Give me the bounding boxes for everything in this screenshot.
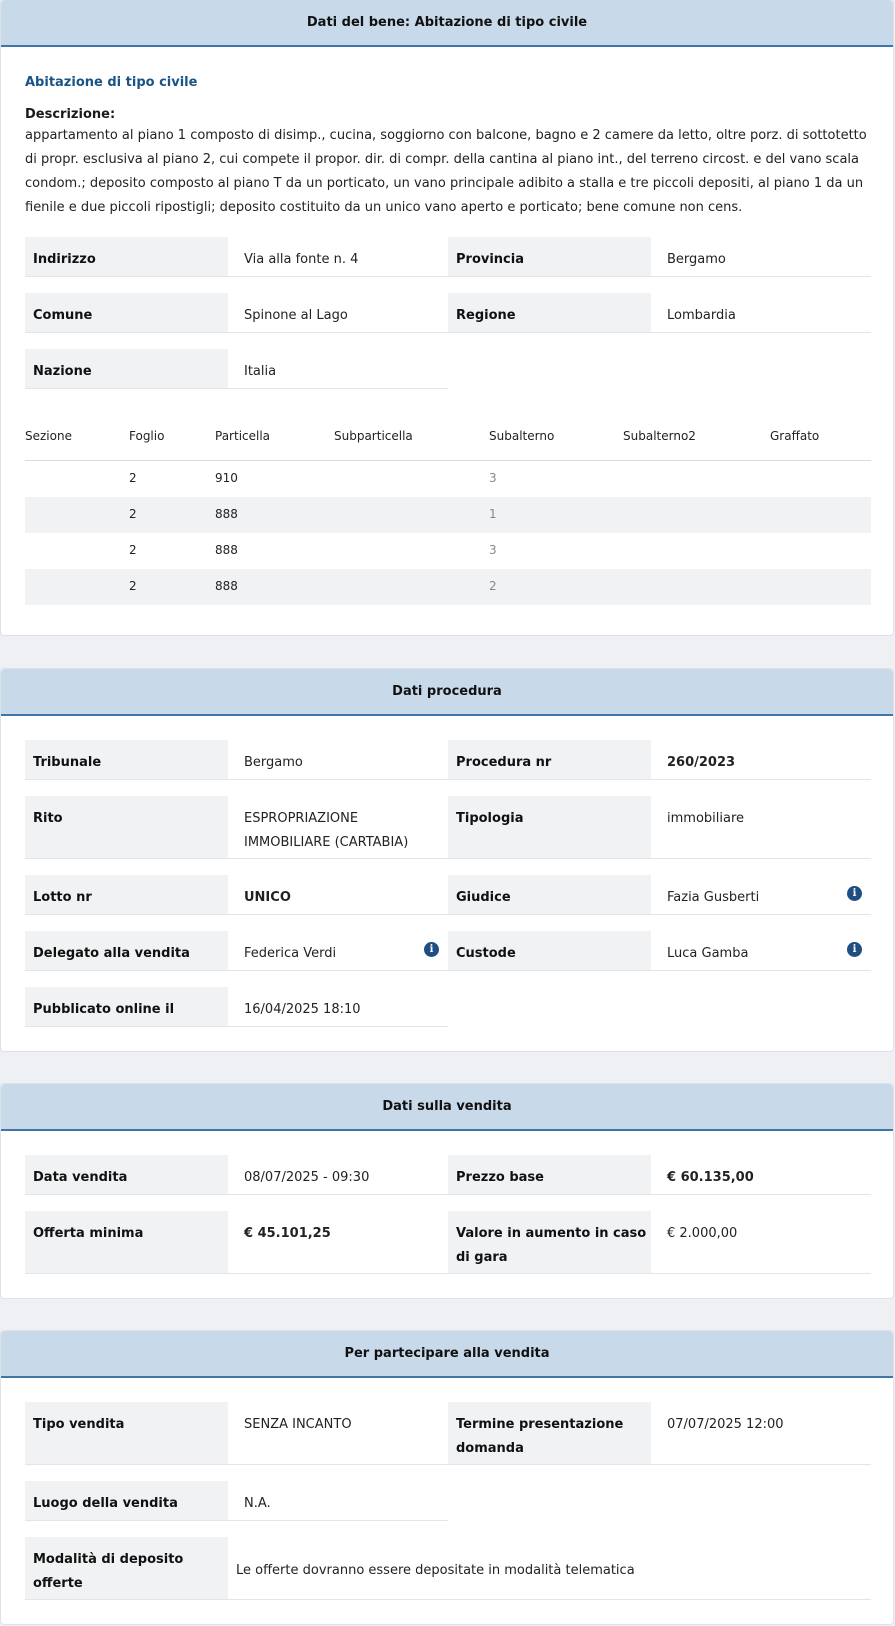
description-line: di propr. esclusiva al piano 2, cui compete il propor. dir. di compr. della cantina al piano int., del terreno circost. e del vano scala [25, 152, 859, 167]
bene-subtitle: Abitazione di tipo civile [25, 75, 198, 90]
modalita-label-line: offerte [33, 1576, 83, 1591]
card-header-vendita: Dati sulla vendita [1, 1084, 893, 1131]
custode-info-icon[interactable]: i [847, 942, 862, 957]
data-vendita-label: Data vendita [25, 1155, 228, 1195]
rito-line: IMMOBILIARE (CARTABIA) [244, 835, 409, 850]
valore-aumento-label-line: di gara [456, 1250, 508, 1265]
card-dati-procedura [0, 668, 894, 1052]
tribunale-value: Bergamo [228, 740, 448, 780]
pubblicato-value: 16/04/2025 18:10 [228, 987, 448, 1027]
termine-label-line: domanda [456, 1441, 524, 1456]
nazione-label: Nazione [25, 349, 228, 389]
comune-value: Spinone al Lago [228, 293, 448, 333]
cell-foglio: 2 [129, 507, 137, 521]
card-header-partecipare: Per partecipare alla vendita [1, 1331, 893, 1378]
rito-label: Rito [25, 796, 228, 859]
cell-foglio: 2 [129, 471, 137, 485]
pubblicato-label: Pubblicato online il [25, 987, 228, 1027]
termine-label-line: Termine presentazione [456, 1417, 624, 1432]
cell-foglio: 2 [129, 543, 137, 557]
delegato-value: Federica Verdi [228, 931, 448, 971]
card-partecipare [0, 1330, 894, 1625]
modalita-label-line: Modalità di deposito [33, 1552, 184, 1567]
card-header-bene: Dati del bene: Abitazione di tipo civile [1, 0, 893, 47]
card-dati-bene [0, 0, 894, 636]
cell-subalterno: 1 [489, 507, 497, 521]
table-row [25, 533, 871, 569]
giudice-info-icon[interactable]: i [847, 886, 862, 901]
luogo-label: Luogo della vendita [25, 1481, 228, 1521]
th-subalterno: Subalterno [489, 429, 555, 443]
cell-subalterno: 3 [489, 543, 497, 557]
nazione-value: Italia [228, 349, 448, 389]
cell-subalterno: 3 [489, 471, 497, 485]
giudice-value: Fazia Gusberti [651, 875, 871, 915]
cell-particella: 888 [215, 507, 238, 521]
modalita-value: Le offerte dovranno essere depositate in modalità telematica [228, 1537, 871, 1600]
indirizzo-value: Via alla fonte n. 4 [228, 237, 448, 277]
procedura-label: Procedura nr [448, 740, 651, 780]
regione-label: Regione [448, 293, 651, 333]
tipologia-label: Tipologia [448, 796, 651, 859]
termine-label [448, 1402, 651, 1465]
tipo-vendita-label: Tipo vendita [25, 1402, 228, 1465]
custode-label: Custode [448, 931, 651, 971]
custode-value: Luca Gamba [651, 931, 871, 971]
description-line: appartamento al piano 1 composto di disimp., cucina, soggiorno con balcone, bagno e 2 camere da letto, oltre porz. di sottotetto [25, 128, 867, 143]
rito-line: ESPROPRIAZIONE [244, 811, 359, 826]
card-header-procedura: Dati procedura [1, 669, 893, 716]
tipo-vendita-value: SENZA INCANTO [228, 1402, 448, 1465]
cell-particella: 888 [215, 579, 238, 593]
prezzo-base-label: Prezzo base [448, 1155, 651, 1195]
indirizzo-label: Indirizzo [25, 237, 228, 277]
table-row [25, 461, 871, 497]
th-foglio: Foglio [129, 429, 165, 443]
comune-label: Comune [25, 293, 228, 333]
tipologia-value: immobiliare [651, 796, 871, 859]
cell-particella: 888 [215, 543, 238, 557]
offerta-minima-label: Offerta minima [25, 1211, 228, 1274]
valore-aumento-label-line: Valore in aumento in caso [456, 1226, 647, 1241]
provincia-label: Provincia [448, 237, 651, 277]
procedura-value: 260/2023 [651, 740, 871, 780]
data-vendita-value: 08/07/2025 - 09:30 [228, 1155, 448, 1195]
table-row [25, 497, 871, 533]
th-subparticella: Subparticella [334, 429, 413, 443]
description-label: Descrizione: [25, 107, 116, 122]
delegato-label: Delegato alla vendita [25, 931, 228, 971]
giudice-label: Giudice [448, 875, 651, 915]
lotto-label: Lotto nr [25, 875, 228, 915]
termine-value: 07/07/2025 12:00 [651, 1402, 871, 1465]
lotto-value: UNICO [228, 875, 448, 915]
provincia-value: Bergamo [651, 237, 871, 277]
description-line: condom.; deposito composto al piano T da un porticato, un vano principale adibito a stalla e tre piccoli depositi, al piano 1 da un [25, 176, 864, 191]
cell-foglio: 2 [129, 579, 137, 593]
offerta-minima-value: € 45.101,25 [228, 1211, 448, 1274]
regione-value: Lombardia [651, 293, 871, 333]
table-row [25, 569, 871, 605]
cell-particella: 910 [215, 471, 238, 485]
description-text [25, 124, 875, 220]
th-sezione: Sezione [25, 429, 72, 443]
modalita-label [25, 1537, 228, 1600]
th-particella: Particella [215, 429, 271, 443]
luogo-value: N.A. [228, 1481, 448, 1521]
card-dati-vendita [0, 1083, 894, 1299]
tribunale-label: Tribunale [25, 740, 228, 780]
valore-aumento-value: € 2.000,00 [651, 1211, 871, 1274]
th-subalterno2: Subalterno2 [623, 429, 696, 443]
cell-subalterno: 2 [489, 579, 497, 593]
prezzo-base-value: € 60.135,00 [651, 1155, 871, 1195]
valore-aumento-label [448, 1211, 651, 1274]
delegato-info-icon[interactable]: i [424, 942, 439, 957]
th-graffato: Graffato [770, 429, 820, 443]
description-line: fienile e due piccoli ripostigli; deposito costituito da un unico vano aperto e porticato; bene comune non cens. [25, 200, 743, 215]
rito-value [228, 796, 448, 859]
